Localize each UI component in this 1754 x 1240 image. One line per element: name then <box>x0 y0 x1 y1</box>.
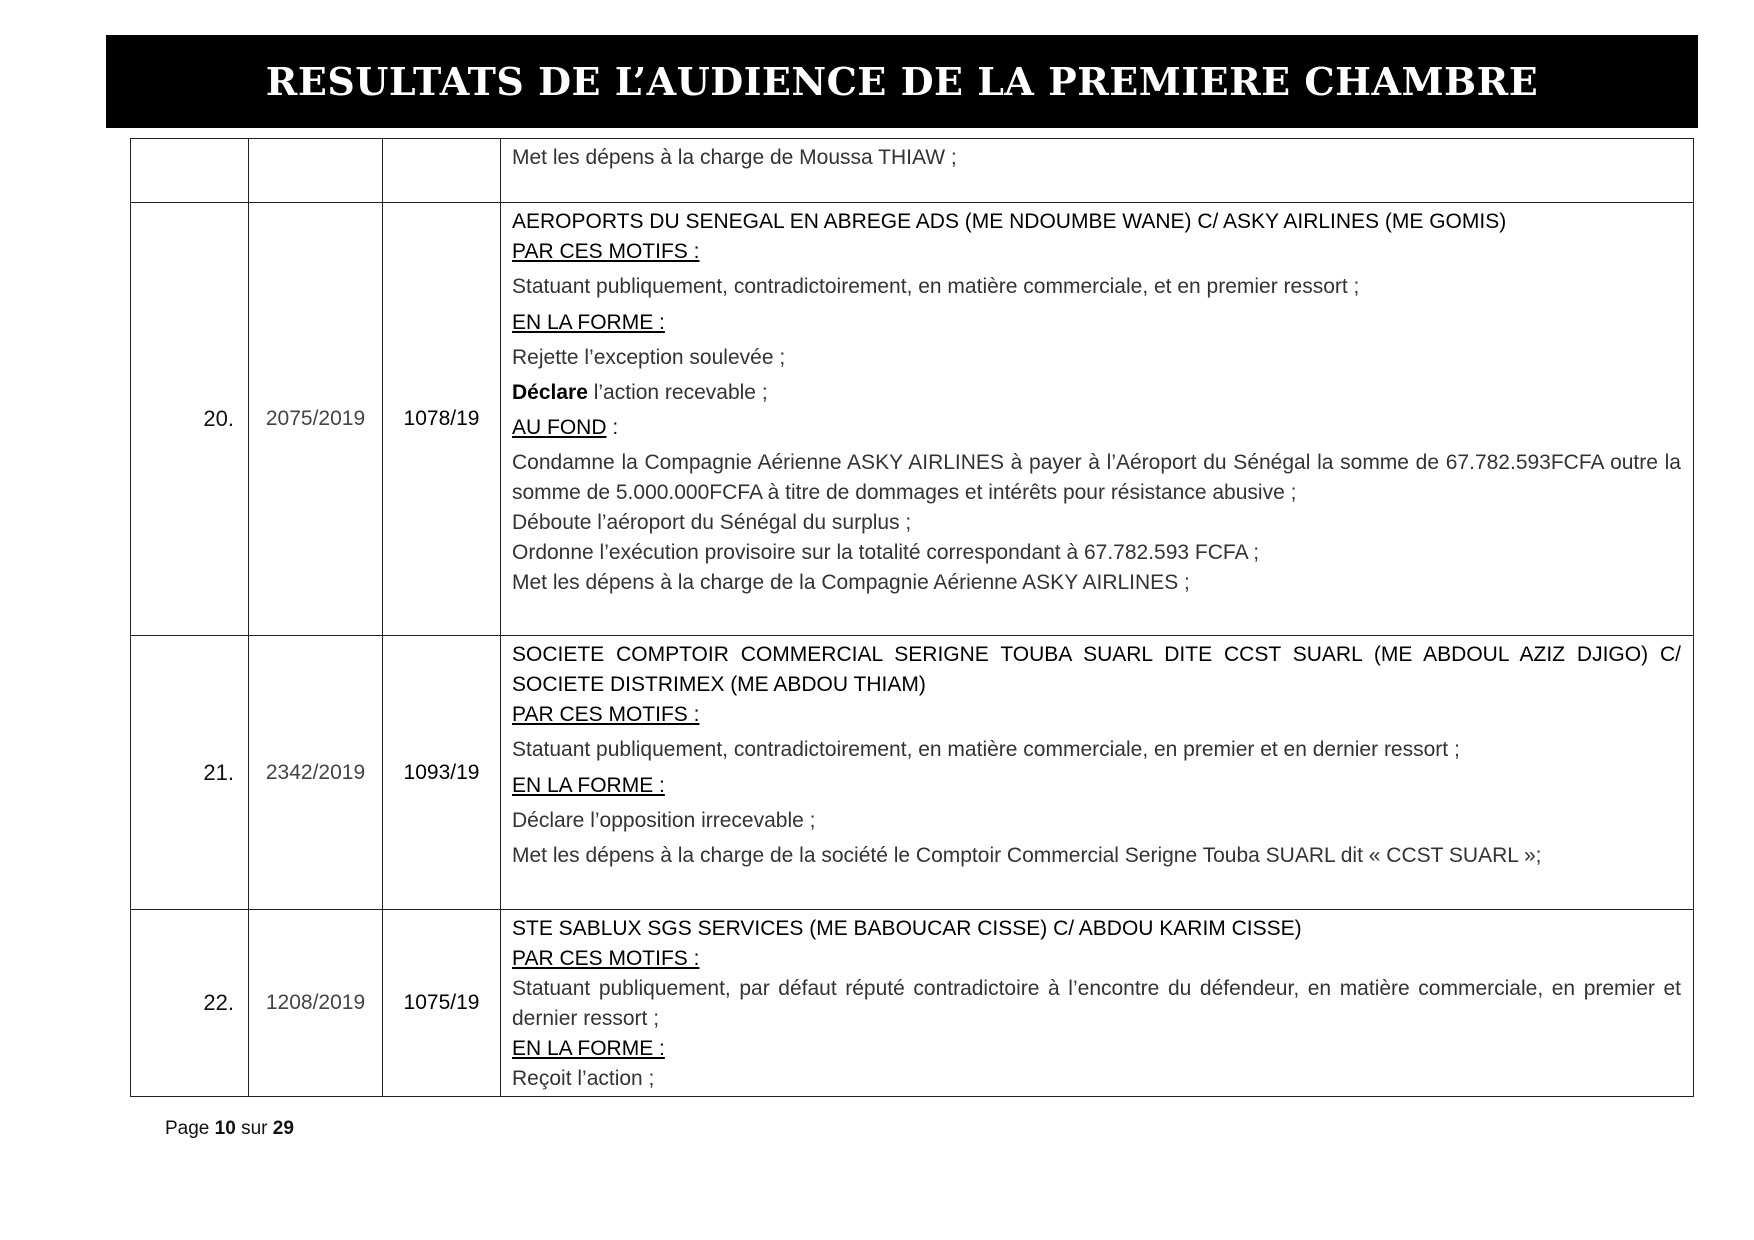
ruling-line: Condamne la Compagnie Aérienne ASKY AIRLINES à payer à l’Aéroport du Sénégal la somme de 67.782.593FCFA outre la somme de 5.000.000FCFA à titre de dommages et intérêts pour résistance abusive ; <box>512 451 1681 504</box>
ruling-line: Statuant publiquement, contradictoirement, en matière commerciale, et en premier ressort ; <box>512 275 1360 298</box>
forme-heading: EN LA FORME : <box>512 311 665 334</box>
motifs-heading: PAR CES MOTIFS : <box>512 240 700 263</box>
rg-number-cell: 2342/2019 <box>249 636 383 910</box>
ruling-body <box>501 139 1694 203</box>
ruling-line: Déboute l’aéroport du Sénégal du surplus ; <box>512 511 912 534</box>
judgment-number-cell: 1093/19 <box>383 636 501 910</box>
ruling-line: Statuant publiquement, contradictoirement, en matière commerciale, en premier et en dernier ressort ; <box>512 738 1460 761</box>
case-parties: STE SABLUX SGS SERVICES (ME BABOUCAR CISSE) C/ ABDOU KARIM CISSE) <box>512 917 1302 940</box>
table-row <box>131 636 1694 910</box>
judgment-number-cell: 1075/19 <box>383 910 501 1097</box>
fond-heading-suffix: : <box>606 416 619 439</box>
current-page: 10 <box>214 1118 236 1139</box>
fond-heading: AU FOND <box>512 416 607 439</box>
row-number-cell: 20. <box>131 203 249 636</box>
ruling-line <box>512 378 1681 408</box>
bold-verb: Déclare <box>512 381 588 404</box>
row-number-cell <box>131 139 249 203</box>
rg-number-cell <box>249 139 383 203</box>
rg-number-cell: 1208/2019 <box>249 910 383 1097</box>
table-row <box>131 139 1694 203</box>
ruling-text: l’action recevable ; <box>587 381 768 404</box>
judgment-number-cell <box>383 139 501 203</box>
rg-number-cell: 2075/2019 <box>249 203 383 636</box>
table-row <box>131 910 1694 1097</box>
ruling-body <box>501 910 1694 1097</box>
page-title: RESULTATS DE L’AUDIENCE DE LA PREMIERE CHAMBRE <box>265 59 1539 104</box>
judgment-number-cell: 1078/19 <box>383 203 501 636</box>
rulings-table <box>130 138 1694 1097</box>
motifs-heading: PAR CES MOTIFS : <box>512 703 700 726</box>
page-footer <box>165 1118 294 1140</box>
ruling-line: Rejette l’exception soulevée ; <box>512 346 786 369</box>
ruling-line: Met les dépens à la charge de Moussa THIAW ; <box>512 146 957 169</box>
case-parties: AEROPORTS DU SENEGAL EN ABREGE ADS (ME NDOUMBE WANE) C/ ASKY AIRLINES (ME GOMIS) <box>512 210 1507 233</box>
ruling-body <box>501 203 1694 636</box>
ruling-line: Déclare l’opposition irrecevable ; <box>512 809 816 832</box>
row-number-cell: 21. <box>131 636 249 910</box>
total-pages: 29 <box>272 1118 294 1139</box>
header-banner <box>106 35 1698 128</box>
ruling-line: Met les dépens à la charge de la société le Comptoir Commercial Serigne Touba SUARL dit « CCST SUARL »; <box>512 844 1542 867</box>
forme-heading: EN LA FORME : <box>512 774 665 797</box>
ruling-line: Reçoit l’action ; <box>512 1067 655 1090</box>
table-row <box>131 203 1694 636</box>
row-number-cell: 22. <box>131 910 249 1097</box>
ruling-line: Statuant publiquement, par défaut réputé contradictoire à l’encontre du défendeur, en matière commerciale, en premier et dernier ressort ; <box>512 977 1681 1030</box>
fond-heading-line <box>512 413 1681 443</box>
ruling-line: Met les dépens à la charge de la Compagnie Aérienne ASKY AIRLINES ; <box>512 571 1190 594</box>
ruling-body <box>501 636 1694 910</box>
ruling-line: Ordonne l’exécution provisoire sur la totalité correspondant à 67.782.593 FCFA ; <box>512 541 1260 564</box>
footer-prefix: Page <box>165 1118 215 1139</box>
footer-middle: sur <box>235 1118 273 1139</box>
case-parties: SOCIETE COMPTOIR COMMERCIAL SERIGNE TOUBA SUARL DITE CCST SUARL (ME ABDOUL AZIZ DJIGO) C/ SOCIETE DISTRIMEX (ME ABDOU THIAM) <box>512 643 1681 696</box>
motifs-heading: PAR CES MOTIFS : <box>512 947 700 970</box>
forme-heading: EN LA FORME : <box>512 1037 665 1060</box>
